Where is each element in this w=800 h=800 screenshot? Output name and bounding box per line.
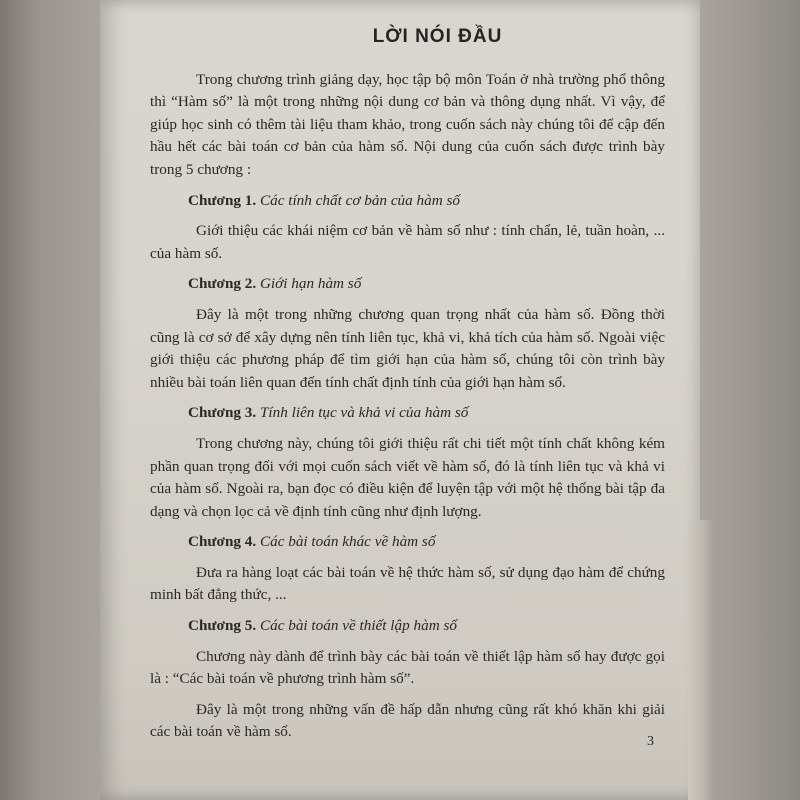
chapter-label: Chương 5. <box>188 617 257 635</box>
chapter-title <box>150 273 665 296</box>
chapter-name: Các bài toán khác về hàm số <box>259 533 436 551</box>
chapter-name: Giới hạn hàm số <box>259 275 362 293</box>
chapter-name: Các tính chất cơ bản của hàm số <box>259 191 461 209</box>
chapter-2 <box>150 273 665 394</box>
page-fold <box>688 520 712 800</box>
chapter-paragraph: Đây là một trong những chương quan trọng nhất của hàm số. Đồng thời cũng là cơ sở để xây dựng nên tính liên tục, khả vi, khả tích của hàm số. Ngoài việc giới thiệu các phương pháp để tìm giới hạn của hàm số, chúng tôi còn trình bày nhiều bài toán liên quan đến tính chất định tính của giới hạn hàm số. <box>150 305 665 391</box>
chapter-label: Chương 3. <box>188 404 257 422</box>
chapter-paragraph: Đưa ra hàng loạt các bài toán về hệ thức hàm số, sử dụng đạo hàm để chứng minh bất đẳng thức, ... <box>150 563 665 604</box>
chapter-4 <box>150 531 665 607</box>
page-content <box>150 26 665 744</box>
chapter-label: Chương 4. <box>188 533 257 551</box>
chapter-label: Chương 1. <box>188 191 257 209</box>
page-heading: LỜI NÓI ĐẦU <box>372 26 503 47</box>
chapter-title <box>150 615 665 638</box>
chapter-name: Tính liên tục và khả vi của hàm số <box>259 404 469 422</box>
chapter-title <box>150 531 665 554</box>
intro-paragraph: Trong chương trình giảng dạy, học tập bộ môn Toán ở nhà trường phổ thông thì “Hàm số” là một trong những nội dung cơ bản và thông dụng nhất. Vì vậy, để giúp học sinh có thêm tài liệu tham khảo, trong cuốn sách này chúng tôi để cập đến hầu hết các bài toán cơ bản của hàm số. Nội dung của cuốn sách được trình bày trong 5 chương : <box>150 70 665 178</box>
chapter-title <box>150 190 665 213</box>
chapter-1 <box>150 190 665 266</box>
page-number: 3 <box>647 734 654 749</box>
chapter-5 <box>150 615 665 744</box>
chapter-name: Các bài toán về thiết lập hàm số <box>259 617 457 635</box>
chapter-paragraph: Giới thiệu các khái niệm cơ bản về hàm số như : tính chẩn, lẻ, tuần hoàn, ... của hàm số. <box>150 222 665 262</box>
chapter-label: Chương 2. <box>188 275 257 293</box>
chapter-paragraph: Chương này dành để trình bày các bài toán về thiết lập hàm số hay được gọi là : “Các bài toán về phương trình hàm số”. <box>150 647 665 688</box>
chapter-paragraph: Trong chương này, chúng tôi giới thiệu rất chi tiết một tính chất không kém phần quan trọng đối với mọi cuốn sách viết về hàm số, đó là tính liên tục và khả vi của hàm số. Ngoài ra, bạn đọc có điều kiện để luyện tập với một hệ thống bài tập đa dạng và chọn lọc cả về định tính cũng như định lượng. <box>150 434 665 520</box>
chapter-3 <box>150 402 665 523</box>
chapter-title <box>150 402 665 425</box>
chapter-paragraph: Đây là một trong những vấn đề hấp dẫn nhưng cũng rất khó khăn khi giải các bài toán về hàm số. <box>150 700 665 741</box>
